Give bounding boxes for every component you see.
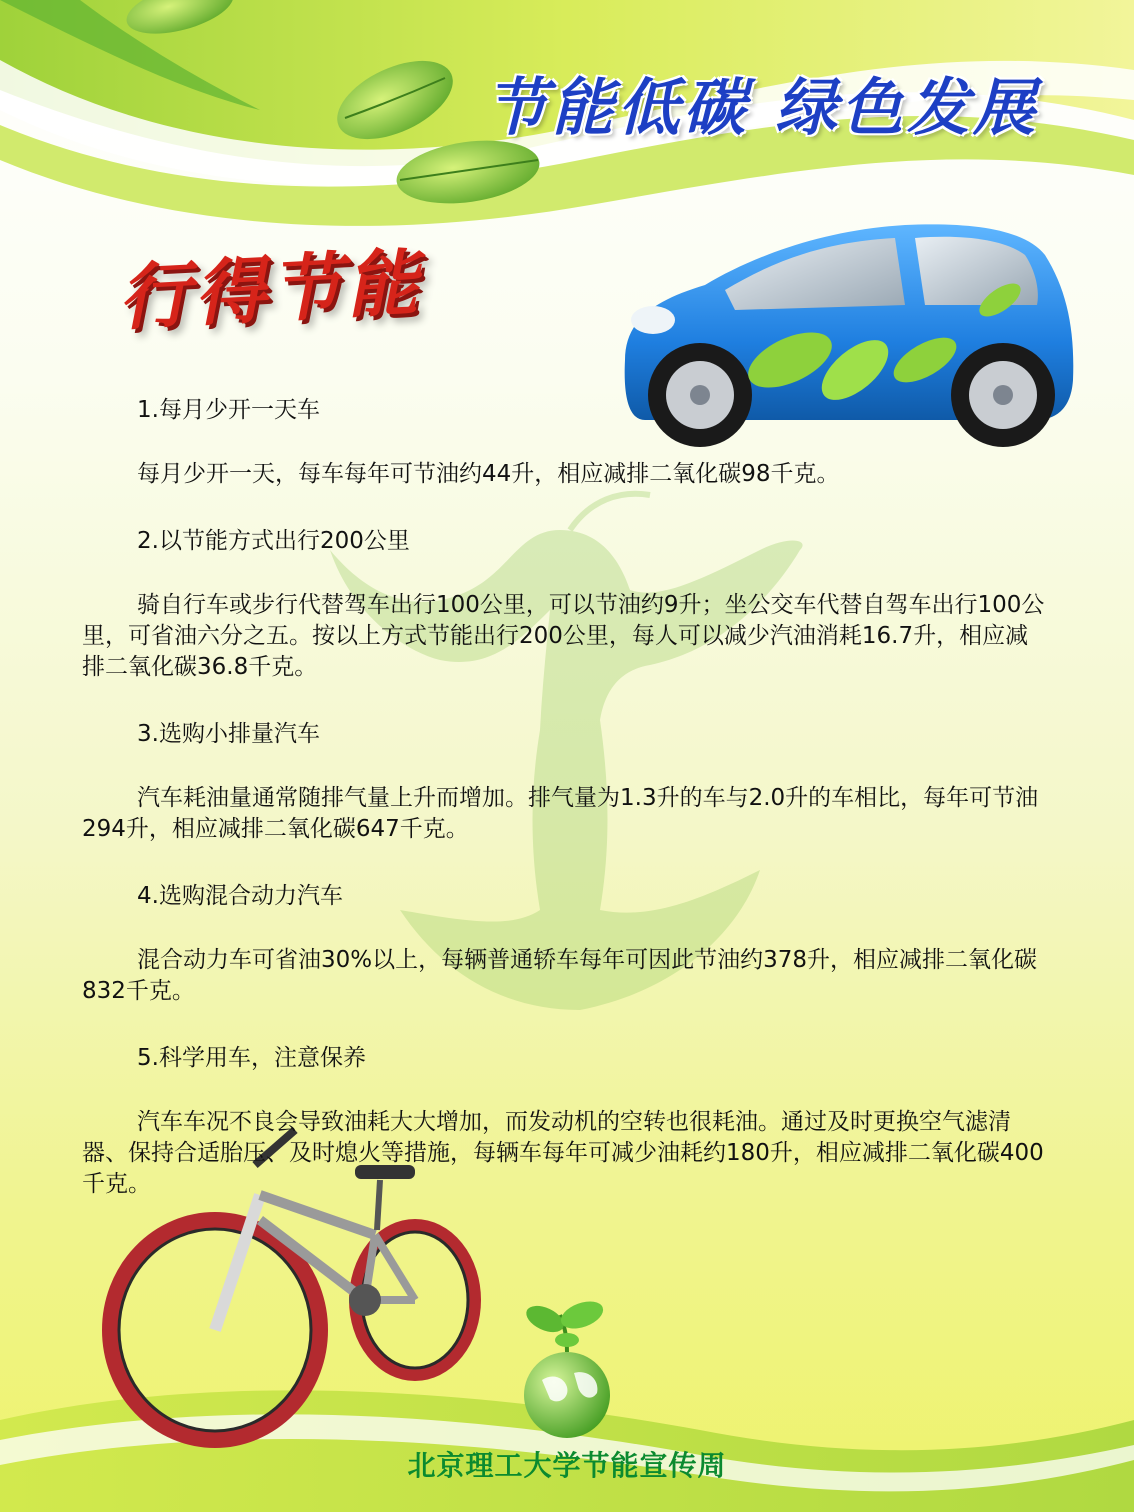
item-body-3: 汽车耗油量通常随排气量上升而增加。排气量为1.3升的车与2.0升的车相比，每年可节油294升，相应减排二氧化碳647千克。	[82, 785, 1039, 842]
item-body-4: 混合动力车可省油30%以上，每辆普通轿车每年可因此节油约378升，相应减排二氧化碳832千克。	[82, 947, 1038, 1004]
item-body-5: 汽车车况不良会导致油耗大大增加，而发动机的空转也很耗油。通过及时更换空气滤清器、保持合适胎压、及时熄火等措施，每辆车每年可减少油耗约180升，相应减排二氧化碳400千克。	[82, 1109, 1044, 1197]
globe-sprout-icon	[512, 1295, 622, 1440]
item-heading-2: 2.以节能方式出行200公里	[137, 528, 410, 554]
item-body-1: 每月少开一天，每车每年可节油约44升，相应减排二氧化碳98千克。	[137, 461, 840, 487]
item-heading-4: 4.选购混合动力汽车	[137, 883, 343, 909]
item-heading-1: 1.每月少开一天车	[137, 397, 320, 423]
section-title: 行得节能	[116, 240, 425, 340]
banner-slogan: 节能低碳 绿色发展	[485, 71, 1039, 144]
item-heading-5: 5.科学用车，注意保养	[137, 1045, 366, 1071]
item-heading-3: 3.选购小排量汽车	[137, 721, 320, 747]
content-body	[82, 395, 1047, 1200]
item-body-2: 骑自行车或步行代替驾车出行100公里，可以节油约9升；坐公交车代替自驾车出行100公里，可省油六分之五。按以上方式节能出行200公里，每人可以减少汽油消耗16.7升，相应减排二氧化碳36.8千克。	[82, 592, 1045, 680]
footer-organizer: 北京理工大学节能宣传周	[407, 1449, 727, 1482]
